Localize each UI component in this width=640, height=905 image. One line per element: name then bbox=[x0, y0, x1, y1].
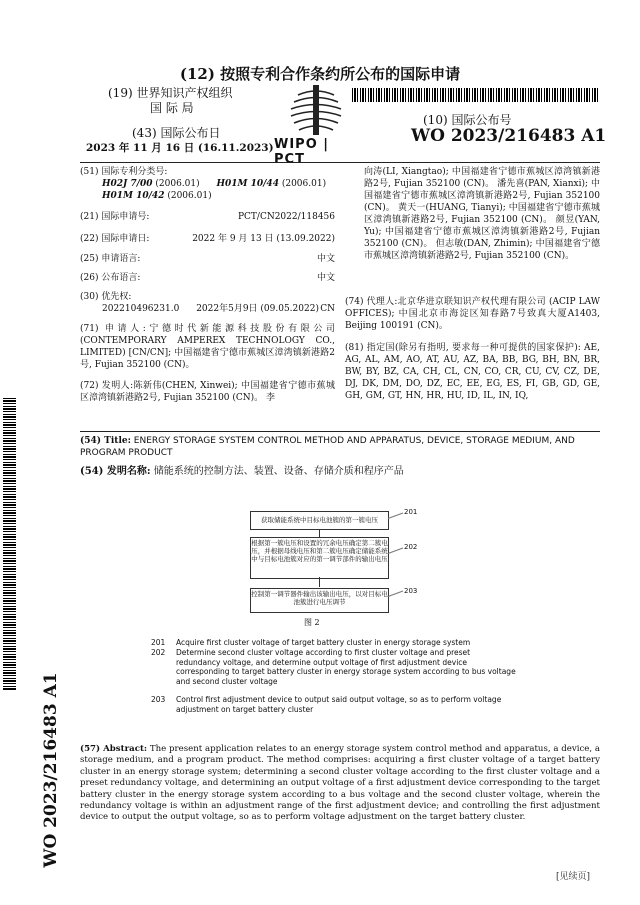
ipc-class-code: H02J 7/00 bbox=[102, 179, 153, 189]
title-en: ENERGY STORAGE SYSTEM CONTROL METHOD AND APPARATUS, DEVICE, STORAGE MEDIUM, AND PROGRAM PRODUCT bbox=[80, 436, 575, 458]
side-publication-number: WO 2023/216483 A1 bbox=[41, 672, 61, 868]
ipc-class-date: (2006.01) bbox=[281, 179, 327, 189]
ipc-class-code: H01M 10/44 bbox=[216, 179, 279, 189]
lead-line bbox=[388, 591, 403, 597]
title-en-block bbox=[80, 435, 600, 459]
field-25 bbox=[80, 253, 335, 265]
title-zh-block bbox=[80, 465, 600, 478]
abstract-block bbox=[80, 744, 600, 824]
field-26-label: (26) 公布语言: bbox=[80, 273, 141, 283]
field-21 bbox=[80, 211, 335, 223]
flow-arrow bbox=[319, 529, 320, 537]
header-rule bbox=[80, 162, 600, 163]
pub-number-label: (10) 国际公布号 bbox=[423, 113, 512, 127]
field-74-text: 北京华进京联知识产权代理有限公司 (ACIP LAW OFFICES); 中国北京市海淀区知春路7号致真大厦A1403, Beijing 100191 (CN)。 bbox=[345, 297, 600, 331]
legend-num: 201 bbox=[151, 638, 166, 647]
org-bureau: 国 际 局 bbox=[150, 101, 194, 115]
ipc-class-date: (2006.01) bbox=[155, 179, 200, 189]
pub-number: WO 2023/216483 A1 bbox=[411, 126, 607, 146]
pub-date: 2023 年 11 月 16 日 (16.11.2023) bbox=[86, 142, 274, 154]
field-22-value: 2022 年 9 月 13 日 (13.09.2022) bbox=[192, 234, 335, 244]
flow-arrow bbox=[319, 577, 320, 587]
field-25-value: 中文 bbox=[316, 254, 335, 264]
field-71-text: 宁德时代新能源科技股份有限公司 (CONTEMPORARY AMPEREX TECHNOLOGY CO., LIMITED) [CN/CN]; 中国福建省宁德市蕉城区漳湾镇新港路2号, Fujian 352100 (CN)。 bbox=[80, 324, 335, 370]
wipo-emblem-icon bbox=[268, 85, 364, 137]
legend-num: 203 bbox=[151, 695, 166, 704]
title-zh: 储能系统的控制方法、装置、设备、存储介质和程序产品 bbox=[153, 466, 404, 477]
wipo-pct-wordmark: WIPO | PCT bbox=[274, 137, 330, 167]
field-72 bbox=[80, 380, 335, 404]
title-zh-label: (54) 发明名称: bbox=[80, 466, 151, 477]
field-30-label: (30) 优先权: bbox=[80, 292, 132, 302]
wipo-logo bbox=[268, 85, 364, 167]
legend-text: Control first adjustment device to output said output voltage, so as to perform voltage adjustment on target battery cluster bbox=[176, 695, 502, 714]
field-26 bbox=[80, 272, 335, 284]
field-72-text: 陈新伟(CHEN, Xinwei); 中国福建省宁德市蕉城区漳湾镇新港路2号, Fujian 352100 (CN)。 李 bbox=[80, 381, 335, 403]
priority-app-number: 202210496231.0 bbox=[102, 304, 180, 314]
legend-text: Acquire first cluster voltage of target battery cluster in energy storage system bbox=[176, 638, 471, 647]
figure-caption: 图 2 bbox=[304, 618, 320, 627]
step-number: 201 bbox=[404, 508, 418, 516]
title-rule bbox=[80, 431, 600, 432]
top-barcode bbox=[352, 88, 600, 102]
field-26-value: 中文 bbox=[316, 273, 335, 283]
priority-date: 2022年5月9日 (09.05.2022) bbox=[196, 304, 319, 314]
priority-country: CN bbox=[320, 304, 335, 314]
legend-text: Determine second cluster voltage according to first cluster voltage and preset redundancy voltage, and determine output voltage of first adjustment device corresponding to target battery cluster in energy storage system according to bus voltage and second cluster voltage bbox=[176, 648, 516, 686]
flow-step-201: 获取储能系统中目标电池簇的第一簇电压 bbox=[250, 511, 389, 530]
field-21-value: PCT/CN2022/118456 bbox=[237, 212, 335, 222]
field-74 bbox=[345, 296, 600, 332]
pub-date-label: (43) 国际公布日 bbox=[132, 126, 221, 140]
legend-num: 202 bbox=[151, 648, 166, 657]
step-number: 203 bbox=[404, 587, 418, 595]
flow-step-203: 控制第一调节器件输出该输出电压，以对目标电池簇进行电压调节 bbox=[250, 588, 389, 613]
ipc-class-code: H01M 10/42 bbox=[102, 191, 165, 201]
abstract-text: The present application relates to an energy storage system control method and apparatus, a device, a storage medium, and a program product. The method comprises: acquiring a first cluster voltage of a target battery cluster in an energy storage system; determining a second cluster voltage according to the first cluster voltage and a preset redundancy voltage, and determining an output voltage of a first adjustment device corresponding to the target battery cluster in the energy storage system according to a bus voltage and the second cluster voltage, wherein the redundancy voltage is within an adjustment range of the first adjustment device; and controlling the first adjustment device to output the output voltage, so as to perform voltage adjustment on the target battery cluster. bbox=[80, 744, 600, 823]
lead-line bbox=[388, 513, 403, 519]
field-22 bbox=[80, 233, 335, 245]
lead-line bbox=[388, 548, 403, 554]
field-81-text: (除另有指明, 要求每一种可提供的国家保护): AE, AG, AL, AM, AO, AT, AU, AZ, BA, BB, BG, BH, BN, BR, BW, BY, BZ, CA, CH, CL, CN, CO, CR, CU, CV, CZ, DE, DJ, DK, DM, DO, DZ, EC, EE, EG, ES, FI, GB, GD, GE, GH, GM, GT, HN, HR, HU, ID, IL, IN, IQ, bbox=[345, 343, 600, 401]
field-51 bbox=[80, 166, 335, 202]
field-25-label: (25) 申请语言: bbox=[80, 254, 141, 264]
field-51-label: (51) 国际专利分类号: bbox=[80, 167, 168, 177]
org-name: (19) 世界知识产权组织 bbox=[108, 86, 233, 100]
abstract-label: (57) Abstract: bbox=[80, 744, 148, 754]
step-number: 202 bbox=[404, 543, 418, 551]
field-81-label: (81) 指定国 bbox=[345, 343, 395, 353]
document-title: (12) 按照专利合作条约所公布的国际申请 bbox=[179, 65, 461, 83]
flow-step-202: 根据第一簇电压和设置的冗余电压确定第二簇电压，并根据母线电压和第二簇电压确定储能系统中与目标电池簇对应的第一调节部件的输出电压 bbox=[250, 537, 389, 579]
field-30 bbox=[80, 291, 335, 315]
field-71 bbox=[80, 323, 335, 371]
side-barcode bbox=[3, 398, 16, 690]
field-71-label: (71) 申请人: bbox=[80, 324, 146, 334]
field-21-label: (21) 国际申请号: bbox=[80, 212, 150, 222]
field-72-continued: 向涛(LI, Xiangtao); 中国福建省宁德市蕉城区漳湾镇新港路2号, Fujian 352100 (CN)。 潘先喜(PAN, Xianxi); 中国福建省宁德市蕉城区漳湾镇新港路2号, Fujian 352100 (CN)。 黄天一(HUANG, Tianyi); 中国福建省宁德市蕉城区漳湾镇新港路2号, Fujian 352100 (CN)。 颜昱(YAN, Yu); 中国福建省宁德市蕉城区漳湾镇新港路2号, Fujian 352100 (CN)。 但志敏(DAN, Zhimin); 中国福建省宁德市蕉城区漳湾镇新港路2号, Fujian 352100 (CN)。 bbox=[364, 167, 600, 261]
field-72-label: (72) 发明人: bbox=[80, 381, 134, 391]
field-22-label: (22) 国际申请日: bbox=[80, 234, 150, 244]
field-81 bbox=[345, 342, 600, 402]
ipc-class-date: (2006.01) bbox=[167, 191, 212, 201]
continued-note: [见续页] bbox=[556, 872, 591, 882]
field-74-label: (74) 代理人: bbox=[345, 297, 398, 307]
title-en-label: (54) Title: bbox=[80, 436, 131, 446]
